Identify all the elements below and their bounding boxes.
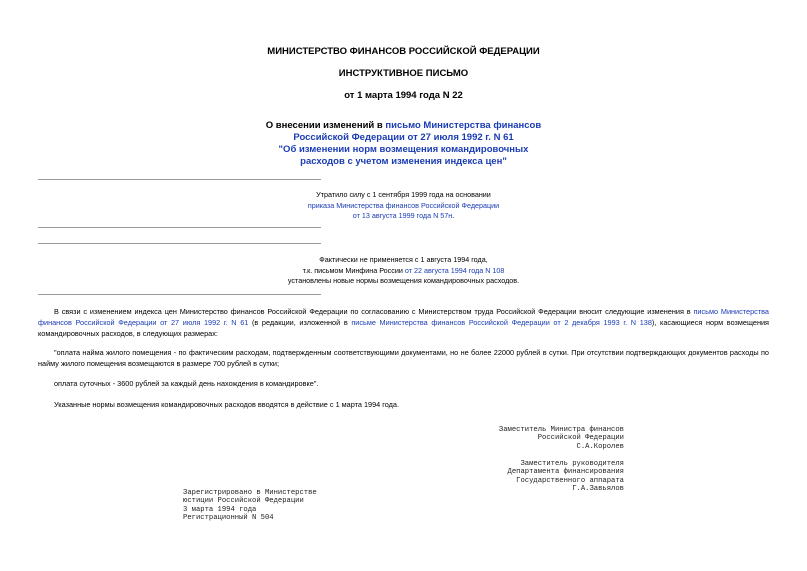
body-paragraph-2: "оплата найма жилого помещения - по фактическим расходам, подтвержденным соответствующими документами, но не более 22000 рублей в сутки. При отсутствии подтверждающих документов расходы по найму жилого помещения возмещаются в размере 700 рублей в сутки;: [38, 348, 769, 368]
title-link-line2[interactable]: Российской Федерации от 27 июля 1992 г. N 61: [293, 132, 514, 143]
sig1-org: Российской Федерации: [537, 434, 624, 443]
registration-line: юстиции Российской Федерации: [183, 497, 304, 506]
p1-text-b: (в редакции, изложенной в: [248, 318, 352, 327]
divider-line: [38, 179, 321, 180]
registration-date: 3 марта 1994 года: [183, 505, 257, 514]
document-date-number: от 1 марта 1994 года N 22: [344, 90, 463, 101]
sig2-name: Г.А.Завьялов: [572, 485, 624, 494]
note1-line1: Утратило силу с 1 сентября 1999 года на основании: [316, 190, 491, 199]
sig2-org: Государственного аппарата: [516, 476, 624, 485]
body-paragraph-4: Указанные нормы возмещения командировочных расходов вводятся в действие с 1 марта 1994 года.: [54, 400, 399, 409]
document-title: [0, 120, 807, 168]
note1-link-order[interactable]: приказа Министерства финансов Российской Федерации: [307, 200, 500, 210]
p1-link-letter-138[interactable]: письме Министерства финансов Российской Федерации от 2 декабря 1993 г. N 138: [351, 318, 652, 327]
status-note-not-applied: [200, 255, 607, 287]
title-prefix: О внесении изменений в: [265, 120, 386, 131]
sig2-position: Заместитель руководителя: [520, 460, 624, 468]
note1-period: .: [452, 211, 455, 220]
p1-link-letter-61[interactable]: письмо Министерства финансов Российской Федерации от 27 июля 1992 г. N 61: [38, 307, 769, 327]
note2-line3: установлены новые нормы возмещения командировочных расходов.: [287, 276, 520, 285]
signature-deputy-minister: [440, 426, 624, 451]
title-link-line4[interactable]: расходов с учетом изменения индекса цен": [300, 156, 507, 167]
note2-link-letter[interactable]: от 22 августа 1994 года N 108: [404, 265, 505, 275]
sig1-name: С.А.Королев: [576, 442, 624, 451]
registration-block: [183, 489, 383, 523]
status-note-expired: [200, 190, 607, 222]
sig1-position: Заместитель Министра финансов: [498, 426, 624, 434]
sig2-department: Департамента финансирования: [507, 468, 624, 477]
note1-link-date[interactable]: от 13 августа 1999 года N 57н: [352, 211, 453, 220]
divider-line: [38, 227, 321, 228]
title-link-line3[interactable]: "Об изменении норм возмещения командировочных: [278, 144, 529, 155]
body-paragraph-3: оплата суточных - 3600 рублей за каждый день нахождения в командировке".: [54, 379, 319, 388]
note2-line2-prefix: т.к. письмом Минфина России: [302, 265, 405, 275]
registration-line: Зарегистрировано в Министерстве: [183, 489, 317, 497]
note2-line1: Фактически не применяется с 1 августа 1994 года,: [319, 255, 488, 264]
p1-text-c: ), касающиеся норм возмещения командировочных расходов, в следующих размерах:: [38, 318, 770, 338]
document-type: ИНСТРУКТИВНОЕ ПИСЬМО: [338, 68, 469, 79]
ministry-heading: МИНИСТЕРСТВО ФИНАНСОВ РОССИЙСКОЙ ФЕДЕРАЦИИ: [267, 46, 540, 57]
divider-line: [38, 243, 321, 244]
divider-line: [38, 294, 321, 295]
body-paragraph-1: [38, 306, 769, 339]
registration-number: Регистрационный N 504: [183, 514, 274, 523]
title-link-line1[interactable]: письмо Министерства финансов: [385, 120, 542, 131]
p1-text-a: В связи с изменением индекса цен Министерство финансов Российской Федерации по согласованию с Министерством труда Российской Федерации вносит следующие изменения в: [54, 307, 694, 316]
signature-deputy-head: [440, 460, 624, 494]
